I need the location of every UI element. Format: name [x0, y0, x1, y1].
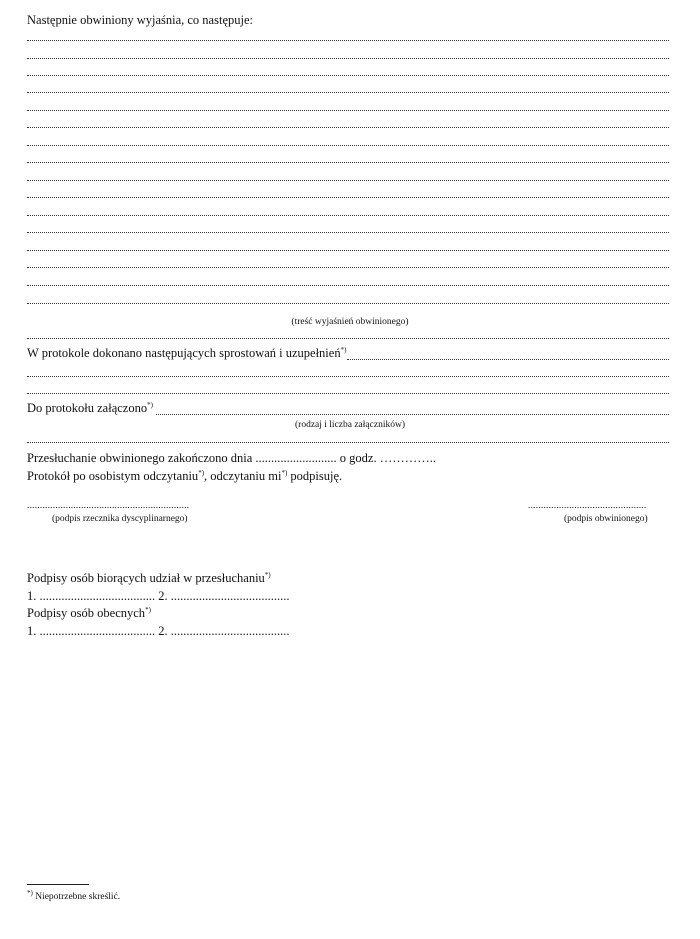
explanation-line [27, 267, 669, 268]
explanation-line [27, 110, 669, 111]
explanation-line [27, 75, 669, 76]
protocol-statement: Protokół po osobistym odczytaniu*), odczytaniu mi*) podpisuję. [27, 468, 343, 483]
accused-signature-caption: (podpis obwinionego) [564, 514, 648, 524]
explanation-line [27, 92, 669, 93]
attachments-fill [156, 414, 669, 415]
participants-label: Podpisy osób biorących udział w przesłuchaniu*) [27, 570, 271, 585]
explanation-line [27, 232, 669, 233]
attachments-label: Do protokołu załączono*) [27, 400, 153, 415]
corrections-line [27, 393, 669, 394]
intro-text: Następnie obwiniony wyjaśnia, co następuje: [27, 13, 253, 27]
accused-signature-line: .............................................. [528, 501, 647, 511]
spokesman-signature-line: ............................................................... [27, 501, 190, 511]
present-signature-line: 1. ..................................... 2. ...................................... [27, 624, 290, 638]
explanations-caption: (treść wyjaśnień obwinionego) [291, 317, 409, 327]
spokesman-signature-caption: (podpis rzecznika dyscyplinarnego) [52, 514, 188, 524]
footnote-rule [27, 884, 89, 885]
attachments-line [27, 442, 669, 443]
hearing-end-text: Przesłuchanie obwinionego zakończono dnia .......................... o godz. ………….. [27, 451, 436, 465]
explanation-line [27, 40, 669, 41]
explanation-line [27, 127, 669, 128]
present-label: Podpisy osób obecnych*) [27, 605, 151, 620]
explanation-line [27, 285, 669, 286]
attachments-caption: (rodzaj i liczba załączników) [295, 420, 405, 430]
explanation-line [27, 58, 669, 59]
explanation-line [27, 303, 669, 304]
corrections-fill [347, 359, 669, 360]
explanation-line [27, 215, 669, 216]
explanation-line [27, 145, 669, 146]
explanation-line [27, 162, 669, 163]
explanation-line [27, 250, 669, 251]
explanation-line [27, 197, 669, 198]
participants-signature-line: 1. ..................................... 2. ...................................... [27, 589, 290, 603]
corrections-line [27, 376, 669, 377]
explanation-line [27, 338, 669, 339]
corrections-label: W protokole dokonano następujących sprostowań i uzupełnień*) [27, 345, 347, 360]
explanation-line [27, 180, 669, 181]
footnote-text: *) Niepotrzebne skreślić. [27, 888, 121, 902]
